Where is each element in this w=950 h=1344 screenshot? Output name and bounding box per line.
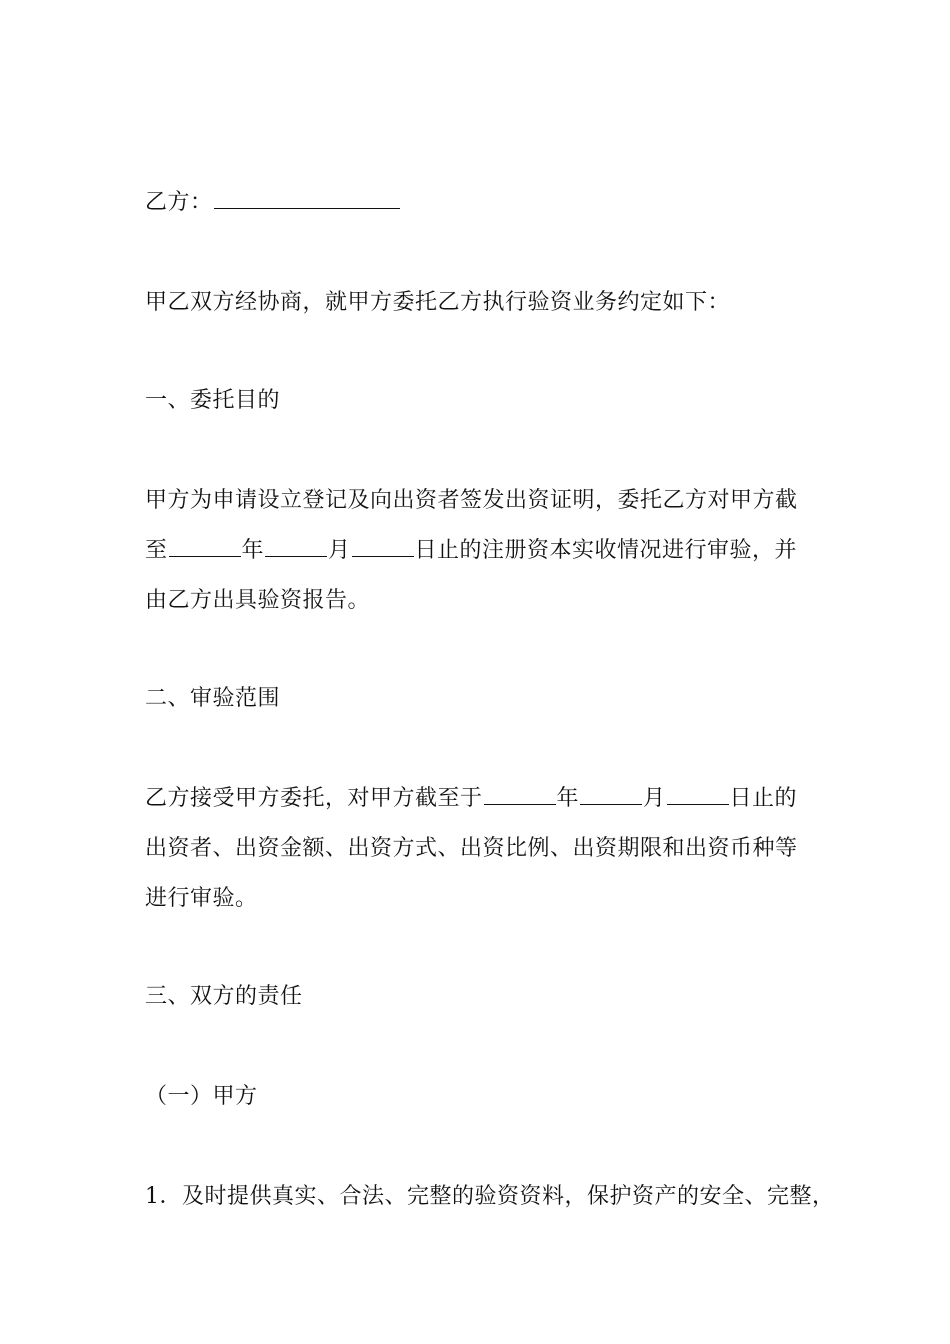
day-blank: [352, 536, 414, 557]
party-b-line: [145, 188, 401, 218]
section1-line1: 甲方为申请设立登记及向出资者签发出资证明，委托乙方对甲方截: [145, 488, 798, 513]
month-blank: [580, 784, 642, 805]
party-b-blank: [214, 188, 400, 209]
section2-line1-prefix: 乙方接受甲方委托，对甲方截至于: [145, 786, 483, 811]
month-blank: [265, 536, 327, 557]
section2-line3: 进行审验。: [145, 886, 258, 911]
section1-heading: 一、委托目的: [145, 388, 281, 413]
year-blank: [484, 784, 556, 805]
section1-line2: [145, 536, 797, 566]
intro-paragraph: 甲乙双方经协商，就甲方委托乙方执行验资业务约定如下：: [145, 290, 731, 315]
section2-heading: 二、审验范围: [145, 686, 281, 711]
section3-item1: 1．及时提供真实、合法、完整的验资资料，保护资产的安全、完整，: [145, 1184, 835, 1209]
month-label: 月: [328, 538, 351, 563]
year-label: 年: [556, 786, 580, 811]
party-b-label: 乙方：: [145, 190, 213, 215]
section2-line2: 出资者、出资金额、出资方式、出资比例、出资期限和出资币种等: [145, 836, 798, 861]
section3-sub-heading: （一）甲方: [145, 1084, 258, 1109]
section1-line3: 由乙方出具验资报告。: [145, 588, 371, 613]
section1-line2-prefix: 至: [145, 538, 168, 563]
year-label: 年: [241, 538, 265, 563]
section2-line1-suffix: 日止的: [729, 786, 798, 811]
year-blank: [169, 536, 241, 557]
section3-heading: 三、双方的责任: [145, 984, 303, 1009]
month-label: 月: [643, 786, 666, 811]
day-blank: [667, 784, 729, 805]
section2-line1: [145, 784, 797, 814]
section1-line2-suffix: 日止的注册资本实收情况进行审验，并: [414, 538, 798, 563]
